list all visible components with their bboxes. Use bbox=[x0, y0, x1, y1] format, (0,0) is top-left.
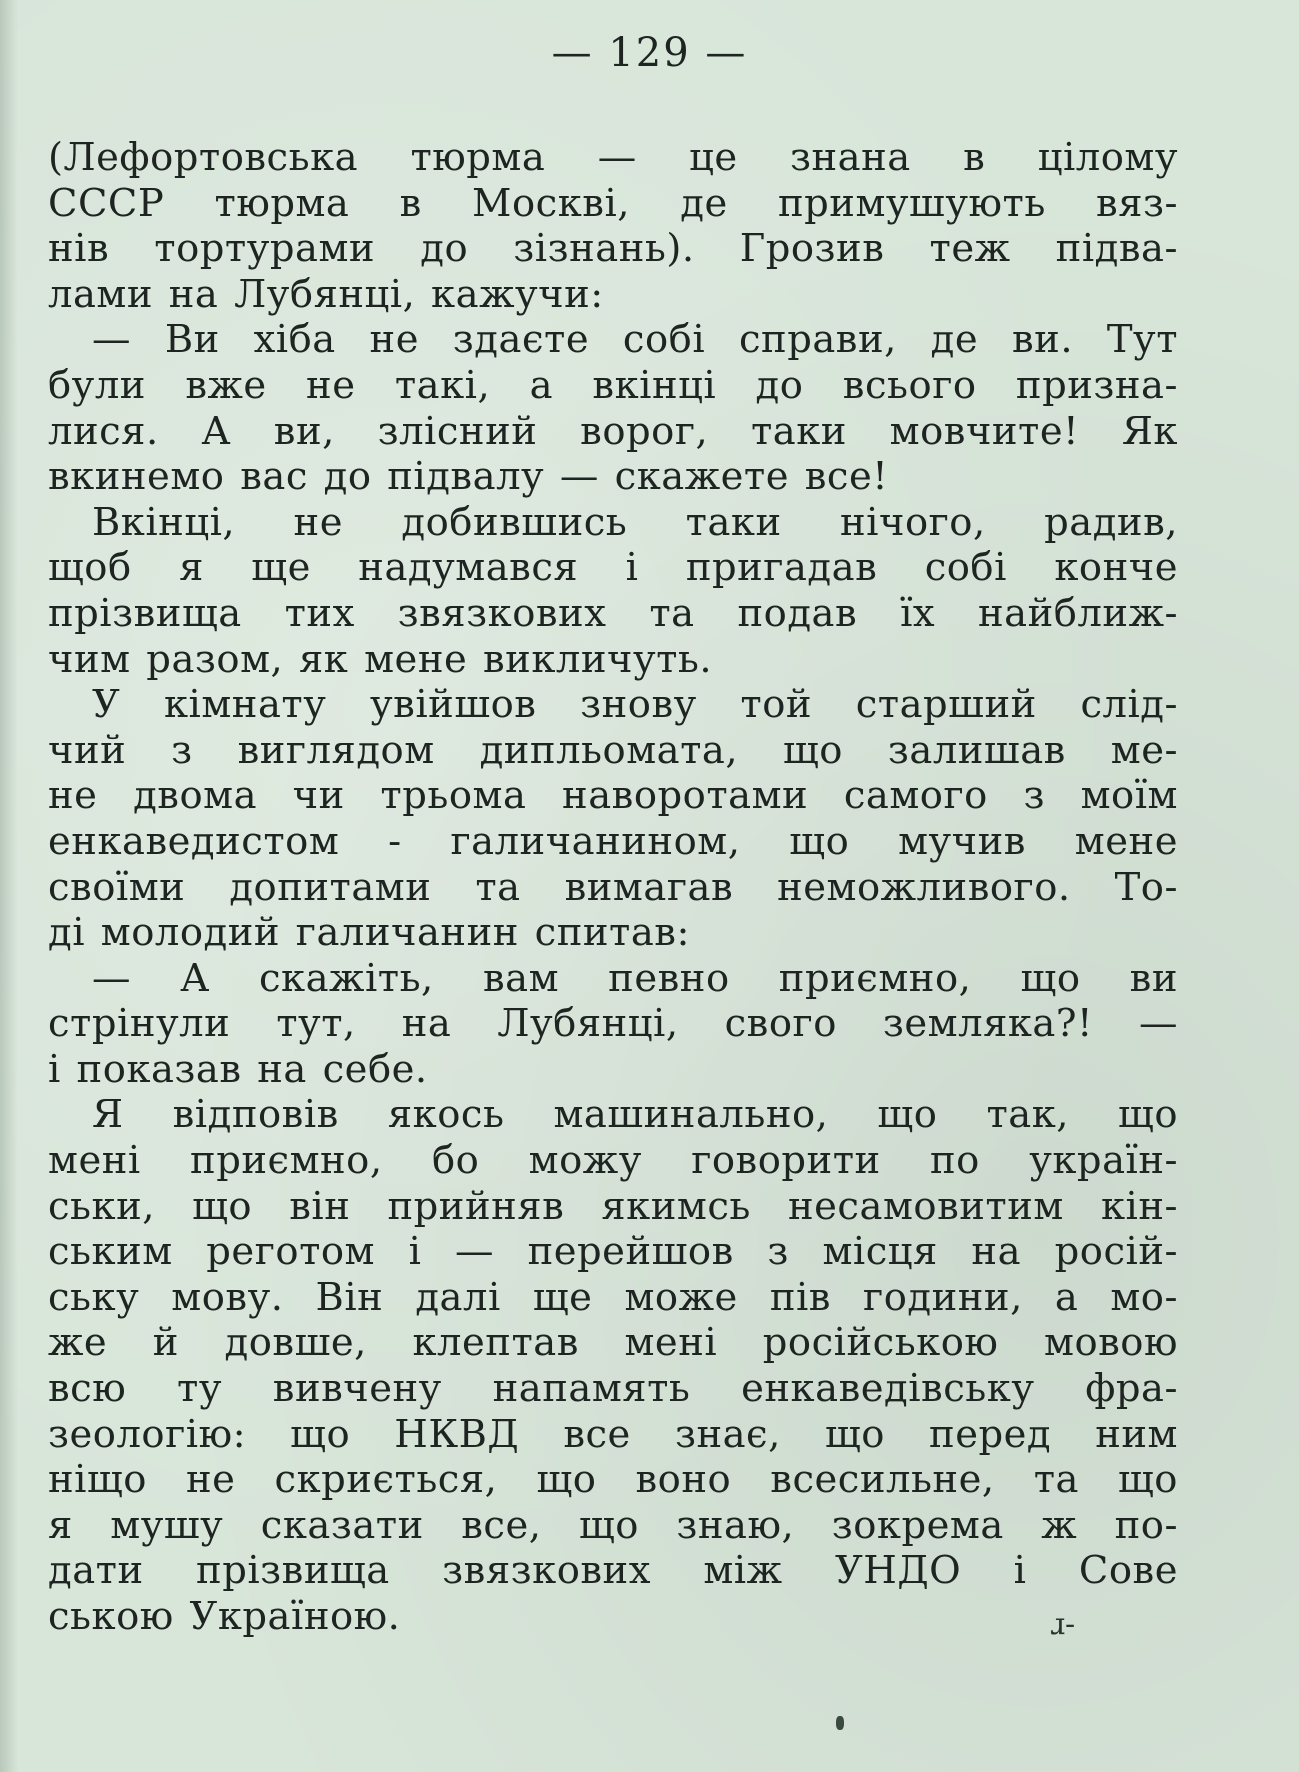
text-line: (Лефортовська тюрма — це знана в цілому bbox=[48, 135, 1178, 180]
text-line: У кімнату увійшов знову той старший слід- bbox=[92, 682, 1178, 728]
text-line: — Ви хіба не здаєте собі справи, де ви. Тут bbox=[92, 317, 1178, 363]
text-line: чий з виглядом дипльомата, що залишав ме- bbox=[48, 727, 1178, 773]
text-line: всю ту вивчену напамять енкаведівську фра- bbox=[48, 1366, 1178, 1412]
text-line: я мушу сказати все, що знаю, зокрема ж по- bbox=[48, 1502, 1178, 1548]
page-number: — 129 — bbox=[551, 30, 748, 76]
text-line: стрінули тут, на Лубянці, свого земляка?! — bbox=[48, 1001, 1178, 1047]
text-line: прізвища тих звязкових та подав їх найближ- bbox=[48, 590, 1178, 636]
text-line: — А скажіть, вам певно приємно, що ви bbox=[92, 955, 1178, 1001]
text-line: ським реготом і — перейшов з місця на росій- bbox=[48, 1229, 1178, 1275]
text-line: щоб я ще надумався і пригадав собі конче bbox=[48, 545, 1178, 591]
body-text bbox=[48, 135, 1178, 1640]
text-line: чим разом, як мене викличуть. bbox=[48, 636, 713, 682]
text-line: лами на Лубянці, кажучи: bbox=[48, 271, 604, 317]
text-line: і показав на себе. bbox=[48, 1046, 428, 1092]
text-line: лися. А ви, злісний ворог, таки мовчите! Як bbox=[48, 408, 1178, 454]
text-line: своїми допитами та вимагав неможливого. То- bbox=[48, 864, 1178, 910]
text-line: ську мову. Він далі ще може пів години, а мо- bbox=[48, 1274, 1178, 1320]
text-line: дати прізвища звязкових між УНДО і Сове bbox=[48, 1548, 1178, 1594]
ink-speck bbox=[836, 1716, 844, 1730]
text-line: ською Україною. bbox=[48, 1594, 401, 1639]
text-line: були вже не такі, а вкінці до всього призна- bbox=[48, 362, 1178, 408]
footer-fragment: ɹ- bbox=[1050, 1607, 1076, 1642]
text-line: ськи, що він прийняв якимсь несамовитим кін- bbox=[48, 1183, 1178, 1229]
text-line: енкаведистом - галичанином, що мучив мене bbox=[48, 818, 1178, 864]
text-line: не двома чи трьома наворотами самого з моїм bbox=[48, 773, 1178, 819]
text-line: ді молодий галичанин спитав: bbox=[48, 910, 690, 956]
text-line: нів тортурами до зізнань). Грозив теж підва- bbox=[48, 226, 1178, 272]
text-line: СССР тюрма в Москві, де примушують вяз- bbox=[48, 180, 1178, 226]
text-line: мені приємно, бо можу говорити по україн- bbox=[48, 1138, 1178, 1184]
text-line: Я відповів якось машинально, що так, що bbox=[92, 1092, 1178, 1138]
text-line: зеологію: що НКВД все знає, що перед ним bbox=[48, 1411, 1178, 1457]
text-line: вкинемо вас до підвалу — скажете все! bbox=[48, 454, 889, 500]
page-edge-shadow bbox=[0, 0, 18, 1772]
text-line: ніщо не скриється, що воно всесильне, та що bbox=[48, 1457, 1178, 1503]
text-line: же й довше, клептав мені російською мовою bbox=[48, 1320, 1178, 1366]
text-line: Вкінці, не добившись таки нічого, радив, bbox=[92, 499, 1178, 545]
